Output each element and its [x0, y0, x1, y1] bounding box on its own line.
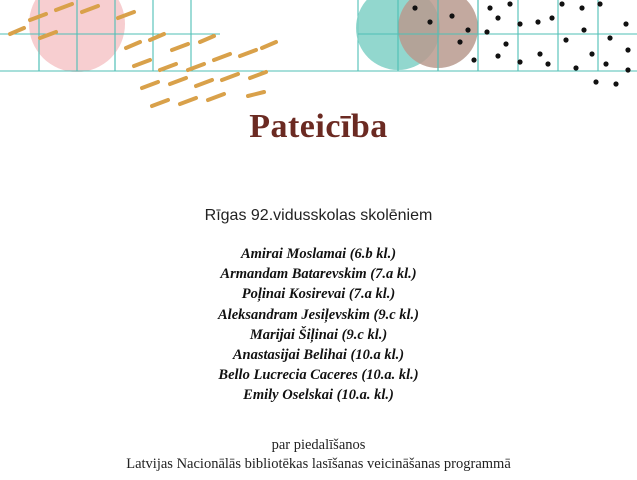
footer-line-2: Latvijas Nacionālās bibliotēkas lasīšanas veicināšanas programmā	[126, 456, 511, 472]
recipient-name: Amirai Moslamai (6.b kl.)	[240, 246, 397, 262]
recipient-name: Aleksandram Jesiļevskim (9.c kl.)	[218, 306, 419, 323]
footer-text	[0, 436, 637, 474]
recipient-name: Bello Lucrecia Caceres (10.a. kl.)	[218, 367, 419, 384]
recipient-list	[0, 244, 637, 406]
recipient-name: Armandam Batarevskim (7.a kl.)	[220, 266, 417, 283]
footer-line-1: par piedalīšanos	[271, 437, 366, 453]
page-title: Pateicība	[249, 108, 388, 145]
recipient-name: Emily Oselskai (10.a. kl.)	[243, 387, 394, 404]
recipient-name: Poļinai Kosirevai (7.a kl.)	[241, 286, 396, 303]
recipient-name: Marijai Šiļinai (9.c kl.)	[249, 326, 388, 343]
recipient-name: Anastasijai Belihai (10.a kl.)	[232, 347, 405, 364]
header-decoration	[0, 0, 637, 120]
subtitle: Rīgas 92.vidusskolas skolēniem	[204, 207, 433, 224]
